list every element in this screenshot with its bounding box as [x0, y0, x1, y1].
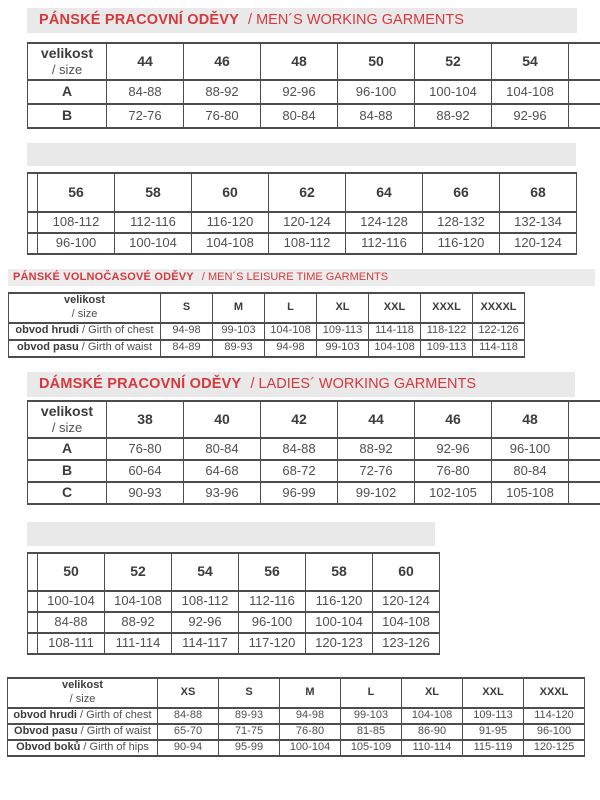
size-header-cell: 60	[192, 173, 269, 212]
value-cell: 132-134	[500, 212, 577, 233]
section-header-mens-leisure	[8, 269, 595, 286]
value-cell: 76-80	[280, 724, 341, 740]
separator-bar	[27, 143, 576, 166]
size-header-cell: 48	[261, 43, 338, 80]
table-row	[28, 633, 440, 654]
value-cell: 84-89	[161, 340, 213, 357]
value-cell: 92-96	[492, 104, 569, 128]
table-row	[9, 323, 525, 340]
size-header-cell: 68	[500, 173, 577, 212]
value-cell: 114-118	[369, 323, 421, 340]
value-cell: 84-88	[158, 708, 219, 724]
value-cell: 108-112	[38, 212, 115, 233]
value-cell: 109-113	[317, 323, 369, 340]
value-cell: 124-128	[346, 212, 423, 233]
size-header-cell: XXL	[463, 678, 524, 708]
size-header-cell: M	[280, 678, 341, 708]
clipped-cell	[569, 80, 600, 104]
size-header-cell: 52	[415, 43, 492, 80]
value-cell: 91-95	[463, 724, 524, 740]
table-mens-sizes-44-54	[27, 42, 600, 129]
value-cell: 105-108	[492, 482, 569, 504]
size-header-cell: 58	[306, 553, 373, 591]
value-cell: 99-103	[213, 323, 265, 340]
size-header-cell: 42	[261, 401, 338, 438]
value-cell: 120-123	[306, 633, 373, 654]
size-header-cell: 40	[184, 401, 261, 438]
size-header-cell: 50	[338, 43, 415, 80]
size-header-cell: 48	[492, 401, 569, 438]
table-ladies-sizes-50-60	[27, 552, 440, 655]
clipped-cell	[28, 212, 38, 233]
clipped-cell	[569, 104, 600, 128]
clipped-cell	[569, 460, 600, 482]
size-header-cell: XL	[402, 678, 463, 708]
value-cell: 80-84	[492, 460, 569, 482]
size-header-cell: XXXL	[524, 678, 585, 708]
value-cell: 115-119	[463, 740, 524, 756]
value-cell: 88-92	[184, 80, 261, 104]
value-cell: 118-122	[421, 323, 473, 340]
table-mens-sizes-56-68	[27, 172, 577, 255]
value-cell: 109-113	[463, 708, 524, 724]
value-cell: 84-88	[38, 612, 105, 633]
value-cell: 92-96	[415, 438, 492, 460]
value-cell: 84-88	[338, 104, 415, 128]
size-header-cell: S	[161, 293, 213, 323]
value-cell: 71-75	[219, 724, 280, 740]
table-header-row	[28, 173, 577, 212]
table-header-row	[28, 43, 600, 80]
table-row	[8, 708, 585, 724]
section-title-en: / MEN´S LEISURE TIME GARMENTS	[201, 271, 389, 283]
value-cell: 114-120	[524, 708, 585, 724]
value-cell: 81-85	[341, 724, 402, 740]
row-label-cell: obvod pasu / Girth of waist	[9, 340, 161, 357]
table-row	[28, 591, 440, 612]
size-header-cell: 44	[338, 401, 415, 438]
size-header-cell: 56	[239, 553, 306, 591]
size-header-cell: L	[265, 293, 317, 323]
table-row	[28, 233, 577, 254]
table-header-row	[9, 293, 525, 323]
table-ladies-girths	[7, 677, 585, 757]
row-label-cell: A	[28, 80, 107, 104]
clipped-cell	[28, 633, 38, 654]
value-cell: 60-64	[107, 460, 184, 482]
section-header-mens-working	[27, 8, 577, 33]
value-cell: 99-103	[317, 340, 369, 357]
value-cell: 100-104	[415, 80, 492, 104]
value-cell: 114-117	[172, 633, 239, 654]
row-label-cell: Obvod boků / Girth of hips	[8, 740, 158, 756]
size-label-cell: velikost / size	[8, 678, 158, 708]
value-cell: 89-93	[219, 708, 280, 724]
value-cell: 116-120	[423, 233, 500, 254]
value-cell: 99-102	[338, 482, 415, 504]
row-label-cell: obvod hrudi / Girth of chest	[9, 323, 161, 340]
section-header-ladies-working	[27, 372, 575, 397]
value-cell: 104-108	[492, 80, 569, 104]
value-cell: 90-93	[107, 482, 184, 504]
value-cell: 65-70	[158, 724, 219, 740]
value-cell: 96-100	[492, 438, 569, 460]
value-cell: 96-100	[524, 724, 585, 740]
value-cell: 108-112	[269, 233, 346, 254]
table-row	[28, 612, 440, 633]
value-cell: 123-126	[373, 633, 440, 654]
size-header-cell: 50	[38, 553, 105, 591]
value-cell: 114-118	[473, 340, 525, 357]
section-title-en: / MEN´S WORKING GARMENTS	[248, 12, 464, 28]
value-cell: 92-96	[261, 80, 338, 104]
row-label-cell: C	[28, 482, 107, 504]
size-header-cell: 58	[115, 173, 192, 212]
clipped-cell	[569, 43, 600, 80]
clipped-cell	[569, 401, 600, 438]
value-cell: 96-100	[338, 80, 415, 104]
size-header-cell: 52	[105, 553, 172, 591]
size-header-cell: M	[213, 293, 265, 323]
clipped-cell	[569, 438, 600, 460]
value-cell: 100-104	[38, 591, 105, 612]
value-cell: 88-92	[105, 612, 172, 633]
size-header-cell: XXL	[369, 293, 421, 323]
section-title-cz: PÁNSKÉ VOLNOČASOVÉ ODĚVY	[13, 271, 194, 283]
value-cell: 76-80	[415, 460, 492, 482]
clipped-cell	[28, 612, 38, 633]
size-header-cell: 64	[346, 173, 423, 212]
section-title-cz: DÁMSKÉ PRACOVNÍ ODĚVY	[39, 376, 242, 392]
value-cell: 94-98	[161, 323, 213, 340]
value-cell: 109-113	[421, 340, 473, 357]
row-label-cell: B	[28, 460, 107, 482]
value-cell: 120-124	[269, 212, 346, 233]
size-header-cell: 66	[423, 173, 500, 212]
size-header-cell: 54	[492, 43, 569, 80]
table-row	[28, 80, 600, 104]
table-clip-mens-sizes-44-54	[27, 42, 600, 142]
size-header-cell: XL	[317, 293, 369, 323]
table-header-row	[28, 553, 440, 591]
row-label-cell: obvod hrudi / Girth of chest	[8, 708, 158, 724]
size-header-cell: L	[341, 678, 402, 708]
table-mens-leisure-girths	[8, 292, 525, 358]
table-row	[8, 740, 585, 756]
table-row	[9, 340, 525, 357]
size-label-cell: velikost / size	[28, 43, 107, 80]
value-cell: 80-84	[184, 438, 261, 460]
size-header-cell: 46	[415, 401, 492, 438]
value-cell: 110-114	[402, 740, 463, 756]
value-cell: 94-98	[280, 708, 341, 724]
table-row	[28, 460, 600, 482]
table-row	[28, 104, 600, 128]
value-cell: 116-120	[306, 591, 373, 612]
value-cell: 68-72	[261, 460, 338, 482]
value-cell: 120-125	[524, 740, 585, 756]
clipped-cell	[28, 233, 38, 254]
value-cell: 80-84	[261, 104, 338, 128]
value-cell: 94-98	[265, 340, 317, 357]
value-cell: 102-105	[415, 482, 492, 504]
value-cell: 122-126	[473, 323, 525, 340]
separator-bar	[27, 522, 435, 546]
value-cell: 104-108	[265, 323, 317, 340]
value-cell: 112-116	[239, 591, 306, 612]
value-cell: 104-108	[402, 708, 463, 724]
value-cell: 108-112	[172, 591, 239, 612]
value-cell: 72-76	[338, 460, 415, 482]
section-title-cz: PÁNSKÉ PRACOVNÍ ODĚVY	[39, 12, 239, 28]
value-cell: 90-94	[158, 740, 219, 756]
value-cell: 105-109	[341, 740, 402, 756]
value-cell: 112-116	[115, 212, 192, 233]
value-cell: 96-99	[261, 482, 338, 504]
value-cell: 99-103	[341, 708, 402, 724]
value-cell: 76-80	[107, 438, 184, 460]
size-header-cell: XXXL	[421, 293, 473, 323]
value-cell: 120-124	[500, 233, 577, 254]
value-cell: 96-100	[38, 233, 115, 254]
value-cell: 100-104	[280, 740, 341, 756]
size-header-cell: 46	[184, 43, 261, 80]
value-cell: 111-114	[105, 633, 172, 654]
value-cell: 72-76	[107, 104, 184, 128]
table-row	[28, 482, 600, 504]
clipped-cell	[28, 173, 38, 212]
table-clip-ladies-sizes-38-48	[27, 400, 600, 524]
section-title-en: / LADIES´ WORKING GARMENTS	[250, 376, 477, 392]
value-cell: 88-92	[415, 104, 492, 128]
size-header-cell: 60	[373, 553, 440, 591]
value-cell: 92-96	[172, 612, 239, 633]
value-cell: 104-108	[192, 233, 269, 254]
row-label-cell: B	[28, 104, 107, 128]
size-header-cell: 56	[38, 173, 115, 212]
row-label-cell: Obvod pasu / Girth of waist	[8, 724, 158, 740]
value-cell: 84-88	[261, 438, 338, 460]
value-cell: 64-68	[184, 460, 261, 482]
value-cell: 104-108	[105, 591, 172, 612]
size-header-cell: S	[219, 678, 280, 708]
value-cell: 95-99	[219, 740, 280, 756]
value-cell: 120-124	[373, 591, 440, 612]
value-cell: 128-132	[423, 212, 500, 233]
size-header-cell: 62	[269, 173, 346, 212]
table-row	[28, 212, 577, 233]
value-cell: 104-108	[373, 612, 440, 633]
value-cell: 89-93	[213, 340, 265, 357]
value-cell: 108-111	[38, 633, 105, 654]
value-cell: 100-104	[115, 233, 192, 254]
value-cell: 117-120	[239, 633, 306, 654]
value-cell: 76-80	[184, 104, 261, 128]
row-label-cell: A	[28, 438, 107, 460]
table-ladies-sizes-38-48	[27, 400, 600, 505]
size-header-cell: XS	[158, 678, 219, 708]
clipped-cell	[569, 482, 600, 504]
value-cell: 93-96	[184, 482, 261, 504]
value-cell: 104-108	[369, 340, 421, 357]
table-row	[28, 438, 600, 460]
size-label-cell: velikost / size	[28, 401, 107, 438]
size-header-cell: XXXXL	[473, 293, 525, 323]
value-cell: 112-116	[346, 233, 423, 254]
size-header-cell: 54	[172, 553, 239, 591]
value-cell: 88-92	[338, 438, 415, 460]
value-cell: 96-100	[239, 612, 306, 633]
clipped-cell	[28, 591, 38, 612]
size-header-cell: 44	[107, 43, 184, 80]
size-header-cell: 38	[107, 401, 184, 438]
table-header-row	[8, 678, 585, 708]
value-cell: 100-104	[306, 612, 373, 633]
table-row	[8, 724, 585, 740]
clipped-cell	[28, 553, 38, 591]
value-cell: 84-88	[107, 80, 184, 104]
size-label-cell: velikost / size	[9, 293, 161, 323]
value-cell: 116-120	[192, 212, 269, 233]
value-cell: 86-90	[402, 724, 463, 740]
table-header-row	[28, 401, 600, 438]
